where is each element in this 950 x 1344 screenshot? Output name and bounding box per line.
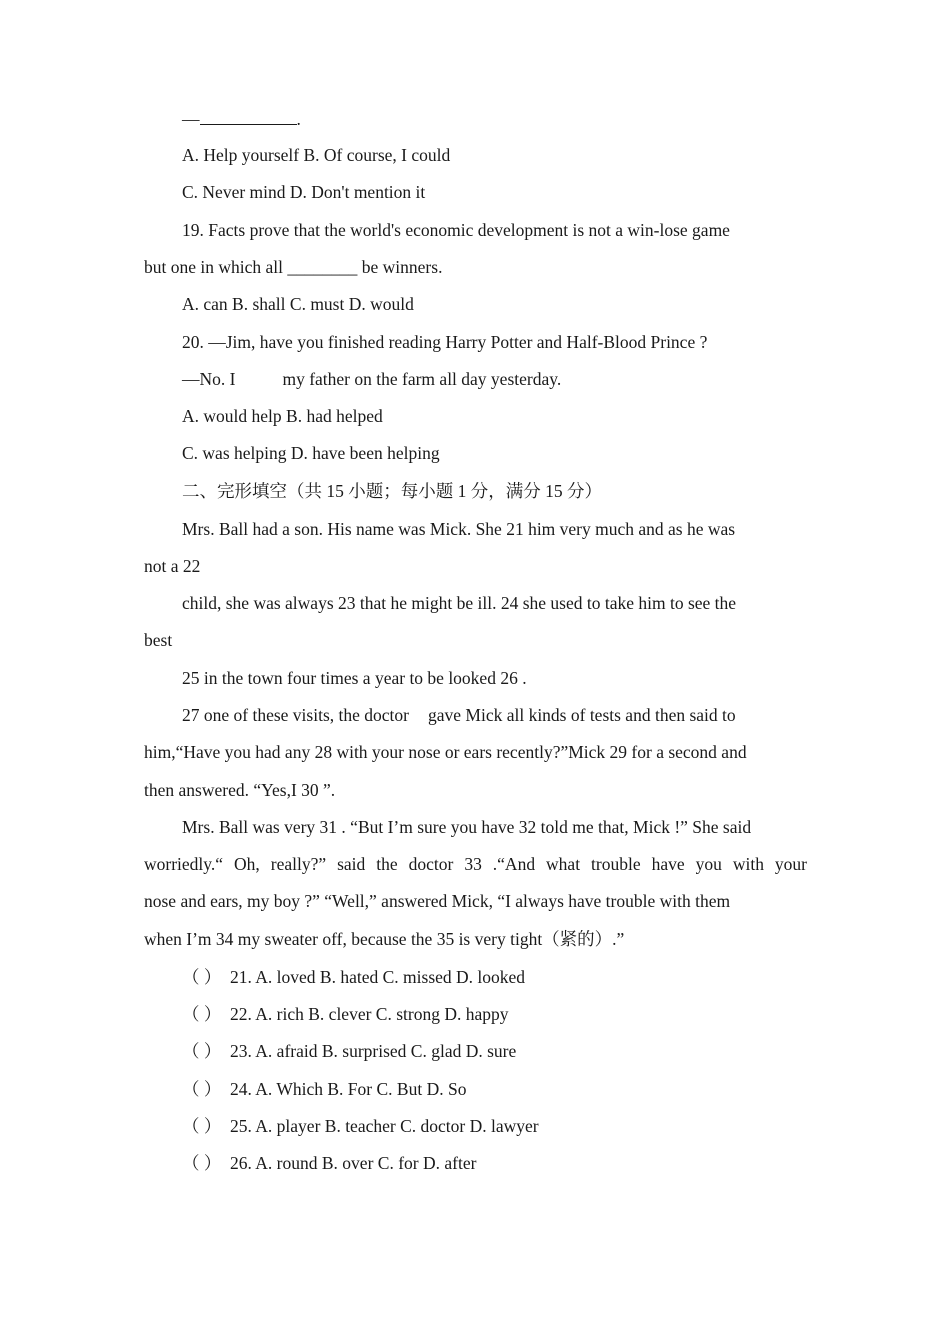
choice-text: 25. A. player B. teacher C. doctor D. lawyer	[230, 1116, 539, 1136]
choice-row	[182, 1078, 466, 1100]
choice-row	[182, 1115, 539, 1137]
passage-p4-line2: him,“Have you had any 28 with your nose or ears recently?”Mick 29 for a second and	[144, 742, 747, 762]
q18-options-line2: C. Never mind D. Don't mention it	[182, 182, 426, 202]
choice-text: 23. A. afraid B. surprised C. glad D. sure	[230, 1041, 517, 1061]
q18-answer-dash: —	[182, 109, 200, 129]
answer-paren: （ ）	[182, 967, 222, 987]
choice-row	[182, 1040, 516, 1062]
passage-p1-line1: Mrs. Ball had a son. His name was Mick. She 21 him very much and as he was	[182, 519, 736, 539]
q18-answer-blank	[200, 108, 297, 125]
q19-options: A. can B. shall C. must D. would	[182, 294, 414, 314]
passage-p2-line2: best	[144, 630, 173, 650]
q19-stem-before: but one in which all	[144, 257, 288, 277]
passage-p5-line2: worriedly.“ Oh, really?” said the doctor 33 .“And what trouble have you with your	[144, 854, 807, 874]
q18-answer-line	[182, 108, 301, 130]
section2-heading: 二、完形填空（共 15 小题；每小题 1 分，满分 15 分）	[182, 481, 602, 501]
q20-stem-after: my father on the farm all day yesterday.	[282, 369, 562, 389]
q20-stem-line2	[182, 368, 561, 390]
choice-text: 26. A. round B. over C. for D. after	[230, 1153, 477, 1173]
choice-text: 21. A. loved B. hated C. missed D. looked	[230, 967, 526, 987]
passage-p4-part-a: 27 one of these visits, the doctor	[182, 705, 409, 725]
passage-p5-line3: nose and ears, my boy ?” “Well,” answered Mick, “I always have trouble with them	[144, 891, 731, 911]
passage-p4-line1	[182, 704, 736, 726]
passage-p1-line2: not a 22	[144, 556, 201, 576]
q20-stem-before: —No. I	[182, 369, 236, 389]
choice-row	[182, 1003, 509, 1025]
q20-options-line2: C. was helping D. have been helping	[182, 443, 440, 463]
choice-row	[182, 1152, 476, 1174]
choice-text: 24. A. Which B. For C. But D. So	[230, 1079, 467, 1099]
passage-p4-part-b: gave Mick all kinds of tests and then said to	[427, 705, 736, 725]
q20-stem-line1: 20. —Jim, have you finished reading Harry Potter and Half-Blood Prince ?	[182, 332, 708, 352]
passage-p3-line1: 25 in the town four times a year to be looked 26 .	[182, 668, 527, 688]
answer-paren: （ ）	[182, 1041, 222, 1061]
passage-p4-line3: then answered. “Yes,I 30 ”.	[144, 780, 336, 800]
q20-options-line1: A. would help B. had helped	[182, 406, 383, 426]
choice-row	[182, 966, 525, 988]
passage-p2-line1: child, she was always 23 that he might be ill. 24 she used to take him to see the	[182, 593, 737, 613]
q18-options-line1: A. Help yourself B. Of course, I could	[182, 145, 451, 165]
passage-p5-line1: Mrs. Ball was very 31 . “But I’m sure you have 32 told me that, Mick !” She said	[182, 817, 752, 837]
answer-paren: （ ）	[182, 1004, 222, 1024]
q19-stem-after: be winners.	[357, 257, 443, 277]
q19-stem-line1: 19. Facts prove that the world's economic development is not a win-lose game	[182, 220, 730, 240]
choice-text: 22. A. rich B. clever C. strong D. happy	[230, 1004, 509, 1024]
q19-stem-blank: ________	[287, 257, 358, 277]
answer-paren: （ ）	[182, 1153, 222, 1173]
q19-stem-line2	[144, 256, 442, 278]
answer-paren: （ ）	[182, 1116, 222, 1136]
answer-paren: （ ）	[182, 1079, 222, 1099]
q18-answer-period: .	[296, 109, 301, 129]
passage-p5-line4: when I’m 34 my sweater off, because the 35 is very tight（紧的）.”	[144, 929, 625, 949]
